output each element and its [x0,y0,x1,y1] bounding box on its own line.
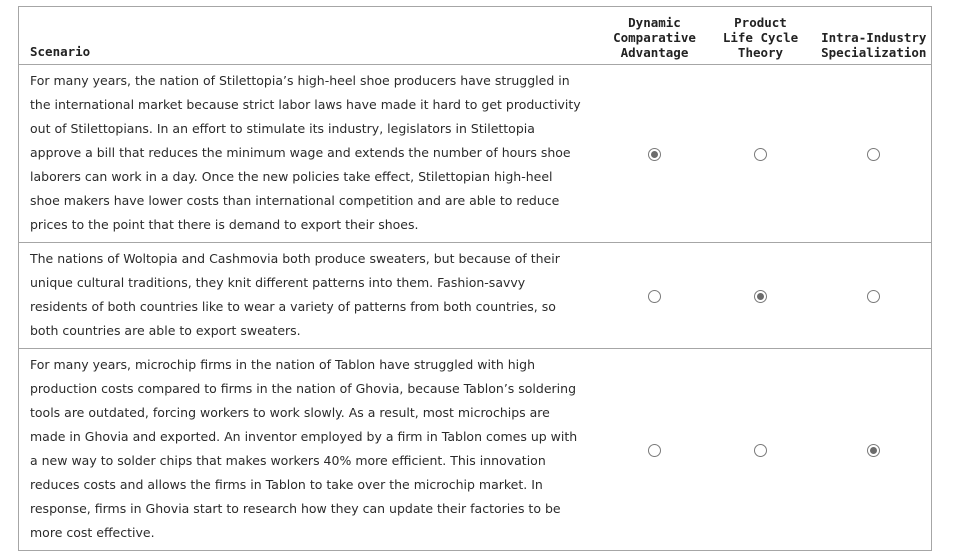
radio-row1-product-life-cycle-theory[interactable] [754,148,767,161]
header-scenario: Scenario [19,7,605,65]
choice-cell [817,243,932,349]
choice-cell [817,65,932,243]
header-line: Advantage [620,45,689,60]
radio-row2-product-life-cycle-theory[interactable] [754,290,767,303]
header-intra-industry-specialization [817,7,932,65]
scenario-cell [19,349,605,551]
scenario-row-tablon-ghovia [19,349,932,551]
choice-cell [705,349,817,551]
scenario-cell [19,65,605,243]
header-line: Dynamic [628,15,681,30]
radio-row3-intra-industry-specialization[interactable] [867,444,880,457]
header-line: Specialization [821,45,927,60]
radio-row2-dynamic-comparative-advantage[interactable] [648,290,661,303]
scenario-cell [19,243,605,349]
radio-row1-intra-industry-specialization[interactable] [867,148,880,161]
scenario-row-woltopia-cashmovia [19,243,932,349]
radio-dot [757,293,764,300]
radio-row3-product-life-cycle-theory[interactable] [754,444,767,457]
header-dynamic-comparative-advantage [605,7,705,65]
choice-cell [705,65,817,243]
radio-row1-dynamic-comparative-advantage[interactable] [648,148,661,161]
header-row [19,7,932,65]
header-line: Intra-Industry [821,30,927,45]
header-line: Life Cycle [722,30,799,45]
header-line: Comparative [613,30,696,45]
choice-cell [817,349,932,551]
header-line: Theory [737,45,784,60]
choice-cell [705,243,817,349]
choice-cell [605,65,705,243]
scenario-row-stilettopia [19,65,932,243]
header-product-life-cycle-theory [705,7,817,65]
header-line: Product [734,15,787,30]
choice-cell [605,243,705,349]
scenario-matrix [18,6,932,551]
scenario-text: For many years, microchip firms in the nation of Tablon have struggled with high production costs compared to firms in the nation of Ghovia, because Tablon’s soldering tools are outdated, forcing workers to work slowly. As a result, most microchips are made in Ghovia and exported. An inventor employed by a firm in Tablon comes up with a new way to solder chips that makes workers 40% more efficient. This innovation reduces costs and allows the firms in Tablon to take over the microchip market. In response, firms in Ghovia start to research how they can update their factories to be more cost effective. [30,357,578,540]
radio-row3-dynamic-comparative-advantage[interactable] [648,444,661,457]
radio-dot [651,151,658,158]
scenario-text: For many years, the nation of Stilettopia’s high-heel shoe producers have struggled in the international market because strict labor laws have made it hard to get productivity out of Stilettopians. In an effort to stimulate its industry, legislators in Stilettopia approve a bill that reduces the minimum wage and extends the number of hours shoe laborers can work in a day. Once the new policies take effect, Stilettopian high-heel shoe makers have lower costs than international competition and are able to reduce prices to the point that there is demand to export their shoes. [30,73,581,232]
scenario-text: The nations of Woltopia and Cashmovia both produce sweaters, but because of their unique cultural traditions, they knit different patterns into them. Fashion-savvy residents of both countries like to wear a variety of patterns from both countries, so both countries are able to export sweaters. [30,251,560,338]
radio-row2-intra-industry-specialization[interactable] [867,290,880,303]
radio-dot [870,447,877,454]
choice-cell [605,349,705,551]
